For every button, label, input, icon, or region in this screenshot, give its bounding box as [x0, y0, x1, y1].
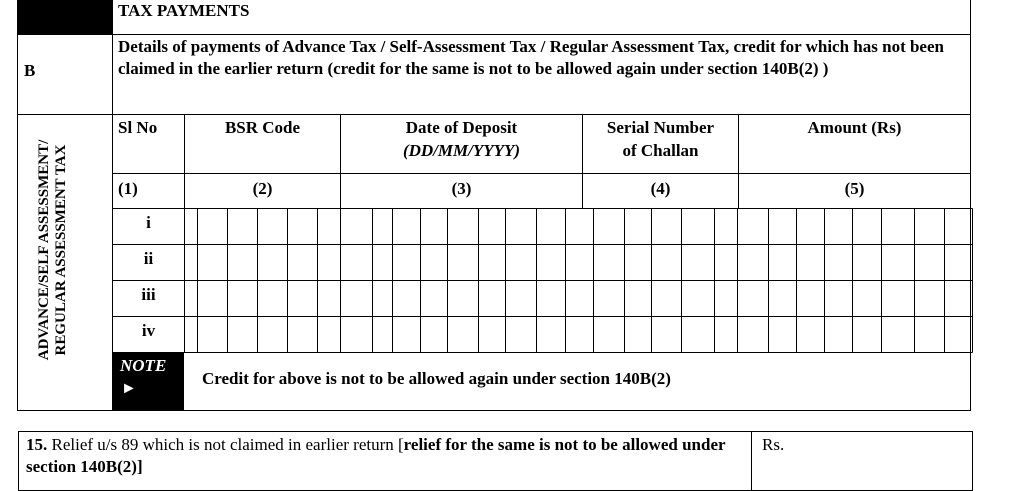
note-text: Credit for above is not to be allowed again under section 140B(2)	[202, 369, 671, 388]
side-label-line1: ADVANCE/SELF ASSESSMENT/	[36, 139, 52, 361]
row-label-i: i	[146, 213, 151, 232]
col-header-amount: Amount (Rs)	[807, 118, 902, 137]
item-15-text	[26, 434, 746, 478]
item-15-number: 15.	[26, 435, 48, 454]
row-label-ii: ii	[143, 249, 154, 268]
col-subheader-date-format: (DD/MM/YYYY)	[402, 141, 521, 160]
side-label	[36, 120, 96, 380]
col-number-2: (2)	[252, 179, 273, 198]
section-b-label: B	[24, 61, 36, 80]
col-header-sl-no: Sl No	[118, 118, 158, 137]
note-arrow-icon: ►	[121, 380, 137, 397]
col-number-3: (3)	[451, 179, 472, 198]
section-title: TAX PAYMENTS	[118, 1, 250, 20]
row-label-iv: iv	[141, 321, 156, 340]
col-number-1: (1)	[118, 179, 138, 198]
item-15-amount-input[interactable]	[752, 432, 972, 490]
header-black-block	[18, 0, 113, 34]
item-15-amount-label: Rs.	[762, 435, 785, 454]
col-subheader-of-challan: of Challan	[622, 141, 699, 160]
row-label-iii: iii	[141, 285, 156, 304]
note-label: NOTE	[120, 356, 167, 375]
section-b-description: Details of payments of Advance Tax / Self-Assessment Tax / Regular Assessment Tax, credit for which has not been claimed in the earlier return (credit for the same is not to be allowed again under section 140B(2) )	[118, 37, 944, 78]
item-15-text-normal: Relief u/s 89 which is not claimed in earlier return [	[51, 435, 404, 454]
col-header-date-of-deposit: Date of Deposit	[405, 118, 518, 137]
challan-entry-grid[interactable]	[184, 208, 976, 354]
col-header-bsr-code: BSR Code	[224, 118, 301, 137]
col-number-4: (4)	[650, 179, 671, 198]
col-header-serial-number: Serial Number	[606, 118, 715, 137]
col-number-5: (5)	[844, 179, 865, 198]
side-label-line2: REGULAR ASSESSMENT TAX	[53, 144, 69, 356]
item-15-text-bold: relief for the same is not to be allowed under section 140B(2)]	[26, 435, 726, 476]
